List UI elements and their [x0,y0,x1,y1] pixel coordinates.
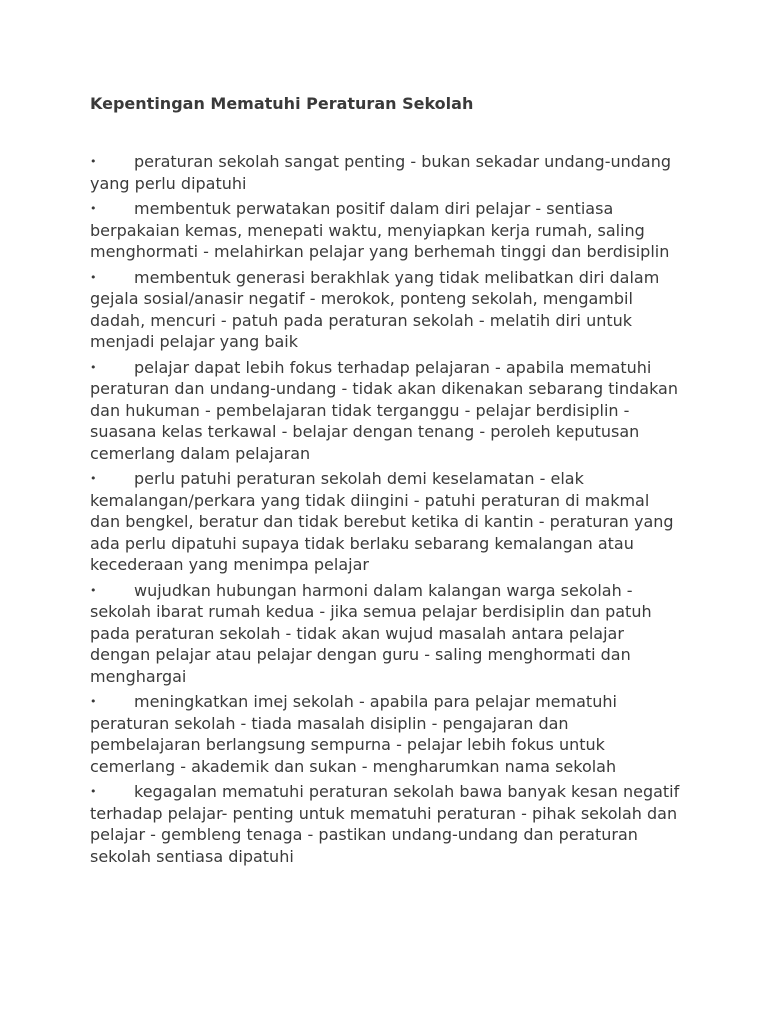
list-item-text: perlu patuhi peraturan sekolah demi keselamatan - elak kemalangan/perkara yang tidak diingini - patuhi peraturan di makmal dan bengkel, beratur dan tidak berebut ketika di kantin - peraturan yang ada perlu dipatuhi supaya tidak berlaku sebarang kemalangan atau kecederaan yang menimpa pelajar [90,469,674,574]
list-item [90,198,680,263]
list-item-text: membentuk perwatakan positif dalam diri pelajar - sentiasa berpakaian kemas, menepati waktu, menyiapkan kerja rumah, saling menghormati - melahirkan pelajar yang berhemah tinggi dan berdisiplin [90,199,670,261]
list-item [90,151,680,194]
bullet-list [90,151,680,867]
list-item-text: peraturan sekolah sangat penting - bukan sekadar undang-undang yang perlu dipatuhi [90,152,672,193]
list-item [90,781,680,867]
document-title: Kepentingan Mematuhi Peraturan Sekolah [90,94,474,113]
list-item-text: wujudkan hubungan harmoni dalam kalangan warga sekolah - sekolah ibarat rumah kedua - jika semua pelajar berdisiplin dan patuh pada peraturan sekolah - tidak akan wujud masalah antara pelajar dengan pelajar atau pelajar dengan guru - saling menghormati dan menghargai [90,580,652,686]
bullet-icon: • [90,695,97,708]
list-item [90,468,680,576]
bullet-icon: • [90,472,97,485]
list-item-text: kegagalan mematuhi peraturan sekolah bawa banyak kesan negatif terhadap pelajar- penting untuk mematuhi peraturan - pihak sekolah dan pelajar - gembleng tenaga - pastikan undang-undang dan peraturan sekolah sentiasa dipatuhi [90,782,680,866]
list-item [90,691,680,777]
bullet-icon: • [90,583,97,597]
list-item-text: membentuk generasi berakhlak yang tidak melibatkan diri dalam gejala sosial/anasir negatif - merokok, ponteng sekolah, mengambil dadah, mencuri - patuh pada peraturan sekolah - melatih diri untuk menjadi pelajar yang baik [90,267,660,351]
list-item-text: meningkatkan imej sekolah - apabila para pelajar mematuhi peraturan sekolah - tiada masalah disiplin - pengajaran dan pembelajaran berlangsung sempurna - pelajar lebih fokus untuk cemerlang - akademik dan sukan - mengharumkan nama sekolah [90,692,617,776]
bullet-icon: • [90,785,97,798]
document-page [90,93,680,871]
bullet-icon: • [90,360,97,374]
bullet-icon: • [90,270,97,284]
list-item [90,267,680,353]
list-item [90,357,680,465]
bullet-icon: • [90,155,97,168]
bullet-icon: • [90,202,97,215]
list-item-text: pelajar dapat lebih fokus terhadap pelajaran - apabila mematuhi peraturan dan undang-undang - tidak akan dikenakan sebarang tindakan dan hukuman - pembelajaran tidak terganggu - pelajar berdisiplin - suasana kelas terkawal - belajar dengan tenang - peroleh keputusan cemerlang dalam pelajaran [90,357,678,463]
list-item [90,580,680,688]
